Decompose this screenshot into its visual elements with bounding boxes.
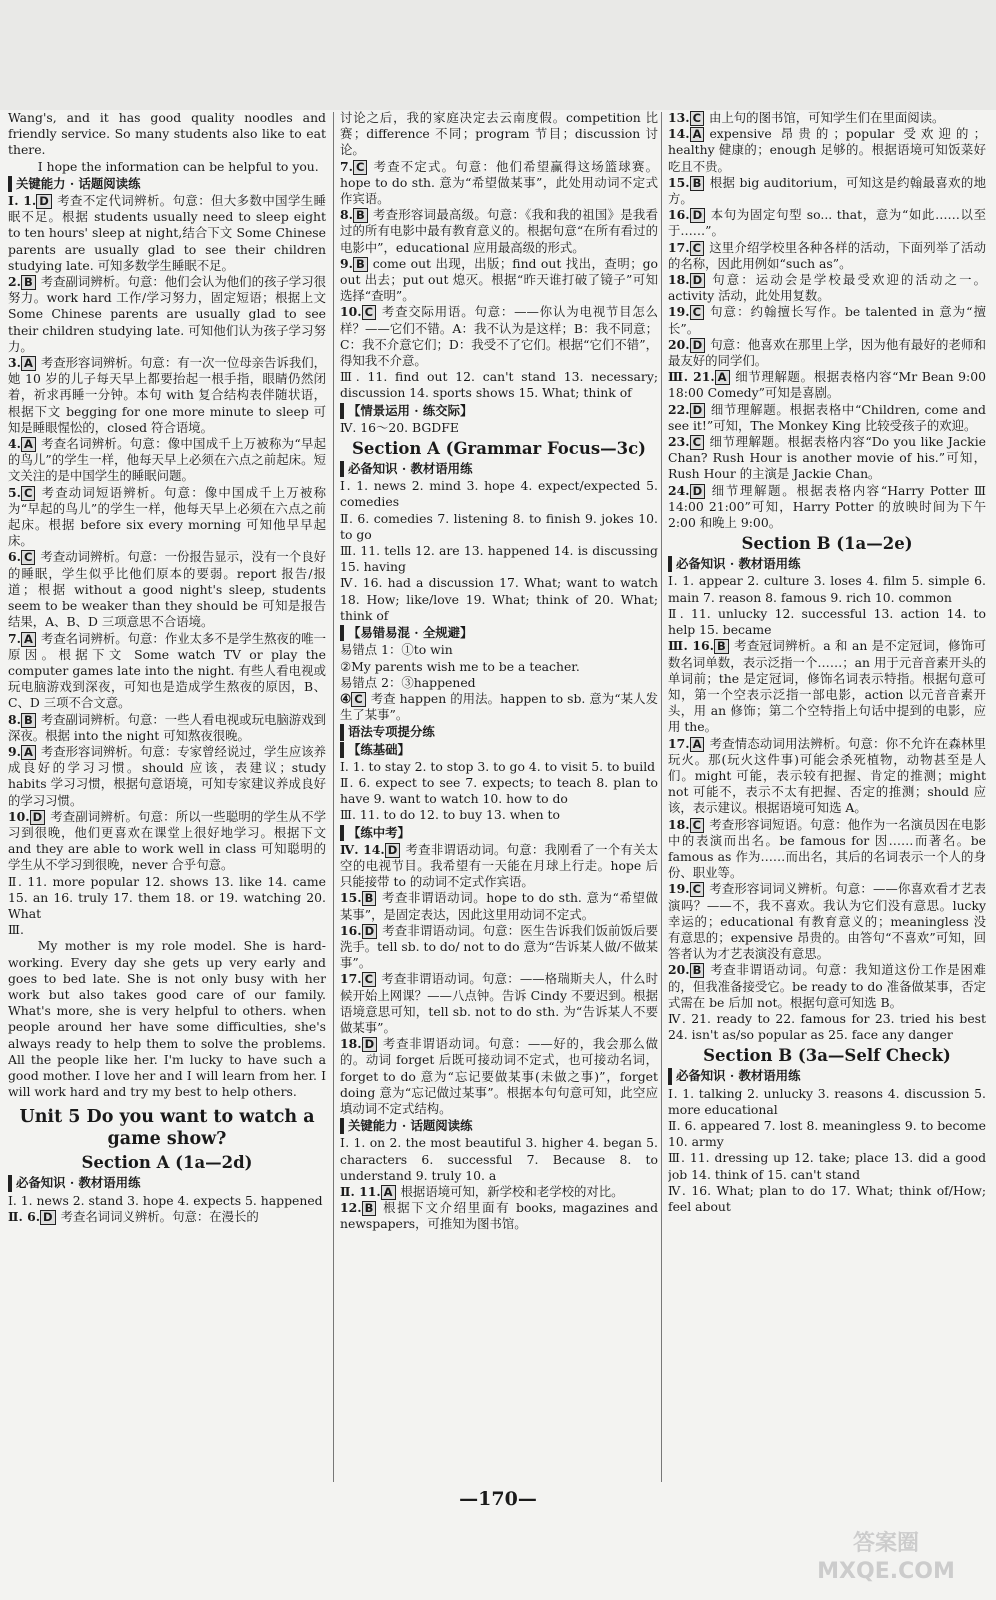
- section-header: 关键能力 · 话题阅读练: [340, 1118, 658, 1134]
- section-header: 必备知识 · 教材语用练: [668, 1068, 986, 1084]
- answer-item: [668, 434, 986, 483]
- column-middle: [340, 110, 658, 1485]
- section-header: 【情景运用 · 练交际】: [340, 403, 658, 419]
- answer-item: [8, 1209, 326, 1225]
- explanation-text: 考查动词辨析。句意：一份报告显示，没有一个良好的睡眠，学生似乎比他们原本的要弱。report 报告/报道；根据 without a good night's sleep, students seem to be weaker than they should be 可知是报告结果，A、B、D 三项意思不合语境。: [8, 549, 326, 630]
- column-left: [8, 110, 326, 1485]
- paragraph: Ⅰ. 1. on 2. the most beautiful 3. higher 4. began 5. characters 6. successful 7. Because 8. to understand 9. truly 10. a: [340, 1135, 658, 1183]
- answer-choice-badge: A: [690, 737, 705, 752]
- answer-item: [668, 175, 986, 207]
- explanation-text: 考查形容词辨析。句意：有一次一位母亲告诉我们，她 10 岁的儿子每天早上都要抬起一根手指，眼睛仍然闭着，祈求再睡一分钟。本句 with 复合结构表伴随状语，根据下文 begging for one more minute to sleep 可知是睡眼惺忪的，closed 符合语境。: [8, 355, 326, 435]
- paragraph: Ⅱ. 6. expect to see 7. expects; to teach 8. plan to have 9. want to watch 10. how to do: [340, 774, 658, 807]
- paragraph: Ⅱ. 11. more popular 12. shows 13. like 14. came 15. an 16. truly 17. them 18. or 19. watching 20. What: [8, 873, 326, 921]
- explanation-text: expensive 昂贵的；popular 受欢迎的；healthy 健康的；enough 足够的。根据语境可知饭菜好吃且不贵。: [668, 126, 986, 174]
- question-number: ④: [340, 690, 352, 706]
- answer-choice-badge: B: [362, 891, 377, 906]
- question-number: 18.: [668, 272, 690, 288]
- answer-item: [340, 256, 658, 305]
- answer-item: [340, 1200, 658, 1232]
- answer-choice-badge: A: [715, 370, 730, 385]
- answer-item: [8, 274, 326, 355]
- page-number: —170—: [459, 1488, 537, 1510]
- question-number: 17.: [668, 735, 690, 751]
- answer-item: [340, 1036, 658, 1117]
- explanation-text: 考查非谓语动词。句意：我知道这份工作是困难的，但我准备接受它。be ready to do 准备做某事，否定式需在 be 后加 not。根据句意可知选 B。: [668, 962, 986, 1010]
- explanation-text: 考查不定式。句意：他们希望赢得这场篮球赛。hope to do sth. 意为“希望做某事”，此处用动词不定式作宾语。: [340, 158, 658, 207]
- section-title: Section A (Grammar Focus—3c): [352, 439, 646, 459]
- answer-choice-badge: C: [362, 972, 376, 987]
- explanation-text: 考查非谓语动词。hope to do sth. 意为“希望做某事”，是固定表达，因此这里用动词不定式。: [340, 890, 658, 922]
- explanation-text: 考查不定代词辨析。句意：但大多数中国学生睡眠不足。根据 students usually need to sleep eight to ten hours' sleep at night,结合下文 Some Chinese parents are usually glad to see their children studying late. 可知多数学生睡眠不足。: [8, 193, 326, 273]
- answer-choice-badge: D: [36, 194, 52, 209]
- answer-choice-badge: D: [30, 810, 46, 825]
- explanation-text: 由上句的图书馆，可知学生们在里面阅读。: [709, 110, 945, 125]
- section-title: Section B (1a—2e): [741, 534, 913, 554]
- answer-choice-badge: D: [362, 924, 378, 939]
- answer-item: [340, 1184, 658, 1200]
- question-number: 19.: [668, 881, 690, 897]
- answer-choice-badge: D: [690, 208, 706, 223]
- answer-item: [668, 962, 986, 1011]
- paragraph: I hope the information can be helpful to you.: [37, 158, 319, 174]
- explanation-text: 考查冠词辨析。a 和 an 是不定冠词，修饰可数名词单数，表示泛指一个……；an 用于元音音素开头的单词前；the 是定冠词，修饰名词表示特指。根据句意可知，第一个空表示泛指一部电影，action 以元音音素开头，用 an 修饰；第二个空特指上句话中提到的电影，应用 the。: [668, 638, 986, 735]
- section-title: Section B (3a—Self Check): [703, 1046, 951, 1066]
- unit-title: Unit 5 Do you want to watch a game show?: [19, 1107, 315, 1150]
- answer-choice-badge: C: [690, 435, 704, 450]
- section-header: 语法专项提分练: [340, 724, 658, 740]
- answer-item: [340, 304, 658, 369]
- paragraph: Ⅲ. 11. dressing up 12. take; place 13. did a good job 14. think of 15. can't stand: [668, 1150, 986, 1182]
- answer-choice-badge: A: [381, 1185, 396, 1200]
- answer-choice-badge: A: [21, 632, 36, 647]
- explanation-text: 考查非谓语动词。句意：医生告诉我们饭前饭后要洗手。tell sb. to do/ not to do 意为“告诉某人做/不做某事”。: [340, 922, 658, 971]
- answer-item: [668, 881, 986, 962]
- answer-choice-badge: D: [362, 1037, 378, 1052]
- answer-choice-badge: A: [21, 437, 36, 452]
- question-number: Ⅳ. 14.: [340, 841, 385, 857]
- answer-item: [8, 485, 326, 550]
- column-divider: [661, 112, 662, 1482]
- explanation-text: 考查形容词辨析。句意：专家曾经说过，学生应该养成良好的学习习惯。should 应该，表建议；study habits 学习习惯，根据句意语境，可知专家建议养成良好的学习习惯。: [8, 743, 326, 808]
- answer-choice-badge: D: [690, 273, 706, 288]
- question-number: 23.: [668, 434, 690, 450]
- question-number: 6.: [8, 549, 21, 565]
- answer-choice-badge: C: [21, 550, 35, 565]
- answer-choice-badge: C: [690, 305, 704, 320]
- question-number: 18.: [340, 1036, 362, 1052]
- answer-item: [340, 971, 658, 1036]
- answer-choice-badge: B: [353, 208, 368, 223]
- answer-item: [668, 638, 986, 735]
- explanation-text: 考查非谓语动词。句意：我刚看了一个有关太空的电视节目。我希望有一天能在月球上行走。hope 后只能接带 to 的动词不定式作宾语。: [340, 841, 658, 890]
- column-divider: [333, 112, 334, 1482]
- answer-item: [8, 631, 326, 712]
- answer-item: [668, 304, 986, 336]
- answer-choice-badge: C: [21, 486, 35, 501]
- explanation-text: 句意：他喜欢在那里上学，因为他有最好的老师和最友好的同学们。: [668, 336, 986, 369]
- paragraph: ②My parents wish me to be a teacher.: [340, 658, 580, 674]
- paragraph: Ⅳ. 16. What; plan to do 17. What; think of/How; feel about: [668, 1182, 986, 1214]
- question-number: 9.: [8, 743, 21, 759]
- answer-item: [8, 744, 326, 809]
- answer-item: [668, 337, 986, 369]
- answer-choice-badge: C: [690, 882, 704, 897]
- explanation-text: 细节理解题。根据表格中“Children, come and see it!”可知，The Monkey King 比较受孩子的欢迎。: [668, 401, 986, 433]
- question-number: 18.: [668, 816, 690, 832]
- question-number: 13.: [668, 110, 690, 125]
- paragraph: Ⅰ. 1. news 2. stand 3. hope 4. expects 5. happened: [8, 1192, 323, 1208]
- question-number: Ⅱ. 11.: [340, 1184, 381, 1199]
- explanation-text: come out 出现，出版；find out 找出，查明；go out 出去；put out 熄灭。根据“昨天谁打破了镜子”可知选择“查明”。: [340, 255, 658, 304]
- column-right: [668, 110, 986, 1485]
- answer-choice-badge: A: [690, 127, 705, 142]
- question-number: 15.: [340, 890, 362, 906]
- answer-item: [8, 193, 326, 274]
- explanation-text: 根据语境可知，新学校和老学校的对比。: [400, 1184, 624, 1199]
- answer-choice-badge: D: [690, 403, 706, 418]
- answer-choice-badge: D: [690, 338, 706, 353]
- paragraph: Ⅰ. 1. appear 2. culture 3. loses 4. film 5. simple 6. main 7. reason 8. famous 9. rich 10. common: [668, 573, 986, 605]
- answer-item: [668, 369, 986, 401]
- question-number: Ⅲ. 16.: [668, 638, 714, 654]
- question-number: 20.: [668, 962, 690, 978]
- explanation-text: 根据 big auditorium，可知这是约翰最喜欢的地方。: [668, 174, 986, 207]
- question-number: 14.: [668, 126, 690, 142]
- question-number: 3.: [8, 355, 21, 371]
- explanation-text: 考查情态动词用法辨析。句意：你不允许在森林里玩火。那(玩火这件事)可能会杀死植物，动物甚至是人们。might 可能，表示较有把握、肯定的推测；might not 可能不，表示不太有把握、否定的推测；should 应该，表示建议。根据语境可知选 A。: [668, 735, 986, 816]
- answer-item: [668, 483, 986, 532]
- explanation-text: 考查形容词词义辨析。句意：——你喜欢看才艺表演吗？——不，我不喜欢。我认为它们没有意思。lucky 幸运的；educational 有教育意义的；meaningless 没有意思的；expensive 昂贵的。由答句“不喜欢”可知，回答者认为才艺表演没有意思。: [668, 881, 986, 962]
- question-number: 12.: [340, 1200, 362, 1216]
- question-number: 15.: [668, 174, 690, 190]
- explanation-text: 这里介绍学校里各种各样的活动，下面列举了活动的名称，因此用例如“such as”。: [668, 239, 986, 271]
- answer-item: [8, 809, 326, 874]
- answer-item: [668, 402, 986, 434]
- explanation-text: 本句为固定句型 so... that，意为“如此……以至于……”。: [668, 207, 986, 239]
- answer-item: [8, 436, 326, 485]
- paragraph: My mother is my role model. She is hard-working. Every day she gets up very early and goes to bed late. She is not only busy with her work but also takes good care of our family. What's more, she is very helpful to others. when people around her have some difficulties, she's always ready to help them to solve the problems. All the people like her. I'm lucky to have such a good mother. I love her and I will learn from her. I will work hard and try my best to help others.: [8, 938, 326, 1100]
- answer-choice-badge: D: [690, 484, 706, 499]
- answer-choice-badge: C: [351, 692, 365, 707]
- question-number: 5.: [8, 484, 21, 500]
- answer-item: [668, 240, 986, 272]
- paragraph: Ⅰ. 1. talking 2. unlucky 3. reasons 4. discussion 5. more educational: [668, 1085, 986, 1117]
- answer-item: [668, 736, 986, 817]
- answer-item: [340, 923, 658, 972]
- question-number: 8.: [8, 711, 21, 727]
- explanation-text: 细节理解题。根据表格内容“Do you like Jackie Chan? Rush Hour is another movie of his.”可知，Rush Hour 的主演是 Jackie Chan。: [668, 434, 986, 482]
- answer-choice-badge: B: [21, 275, 36, 290]
- answer-choice-badge: B: [353, 257, 368, 272]
- answer-choice-badge: B: [690, 963, 705, 978]
- explanation-text: 考查形容词短语。句意：他作为一名演员因在电影中的表演而出名。be famous for 因……而著名。be famous as 作为……而出名，其后的名词表示一个人的身份、职业等。: [668, 816, 986, 881]
- answer-choice-badge: C: [690, 111, 704, 126]
- paragraph: Wang's, and it has good quality noodles and friendly service. So many students also like to eat there.: [8, 110, 326, 158]
- explanation-text: 考查副词辨析。句意：他们会认为他们的孩子学习很努力。work hard 工作/学习努力，固定短语；根据上文 Some Chinese parents are usually glad to see their children studying late. 可知他们认为孩子学习努力。: [8, 274, 326, 354]
- paragraph: Ⅳ. 16～20. BGDFE: [340, 419, 459, 435]
- answer-choice-badge: B: [690, 176, 705, 191]
- answer-choice-badge: A: [21, 356, 36, 371]
- answer-choice-badge: C: [353, 160, 367, 175]
- explanation-text: 考查副词辨析。句意：一些人看电视或玩电脑游戏到深夜。根据 into the night 可知熬夜很晚。: [8, 711, 326, 743]
- answer-choice-badge: C: [690, 818, 704, 833]
- question-number: Ⅲ. 21.: [668, 369, 715, 385]
- explanation-text: 考查非谓语动词。句意：——好的，我会那么做的。动词 forget 后既可接动词不定式，也可接动名词，forget to do 意为“忘记要做某事(未做之事)”，forget doing 意为“忘记做过某事”。根据本句句意可知，此空应填动词不定式结构。: [340, 1036, 658, 1116]
- question-number: 24.: [668, 482, 690, 498]
- answer-item: [8, 355, 326, 436]
- answer-item: [340, 159, 658, 208]
- question-number: 17.: [668, 239, 690, 255]
- explanation-text: 考查动词短语辨析。句意：像中国成千上万被称为“早起的鸟儿”的学生一样，他每天早上必须在六点之前起床。根据 before six every morning 可知他早早起床。: [8, 484, 326, 549]
- question-number: 17.: [340, 971, 362, 987]
- paragraph: Ⅲ. 11. find out 12. can't stand 13. necessary; discussion 14. sports shows 15. What; think of: [340, 369, 658, 401]
- answer-choice-badge: B: [714, 639, 729, 654]
- question-number: 10.: [8, 808, 30, 824]
- answer-item: [8, 712, 326, 744]
- answer-item: [340, 890, 658, 922]
- explanation-text: 句意：约翰擅长写作。be talented in 意为“擅长”。: [668, 304, 986, 336]
- section-header: 必备知识 · 教材语用练: [8, 1175, 326, 1191]
- question-number: 7.: [8, 630, 21, 646]
- question-number: 19.: [668, 304, 690, 320]
- question-number: 20.: [668, 336, 690, 352]
- paragraph: Ⅲ. 11. tells 12. are 13. happened 14. is discussing 15. having: [340, 543, 658, 575]
- explanation-text: 考查形容词最高级。句意：《我和我的祖国》是我看过的所有电影中最有教育意义的。根据句意“在所有看过的电影中”，educational 应用最高级的形式。: [340, 207, 658, 255]
- question-number: Ⅰ. 1.: [8, 193, 37, 209]
- answer-item: [340, 207, 658, 256]
- question-number: 16.: [340, 922, 362, 938]
- question-number: Ⅱ. 6.: [8, 1208, 41, 1224]
- answer-choice-badge: C: [690, 241, 704, 256]
- paragraph: Ⅱ. 6. comedies 7. listening 8. to finish 9. jokes 10. to go: [340, 510, 658, 542]
- paragraph: 易错点 2：③happened: [340, 674, 476, 690]
- explanation-text: 考查名词辨析。句意：像中国成千上万被称为“早起的鸟儿”的学生一样，他每天早上必须在六点之前起床。短文关注的是中国学生的睡眠问题。: [8, 436, 326, 484]
- section-header: 【练基础】: [340, 742, 658, 758]
- section-header: 【易错易混 · 全规避】: [340, 625, 658, 641]
- paragraph: Ⅲ.: [8, 922, 24, 938]
- question-number: 7.: [340, 158, 353, 174]
- paragraph: Ⅰ. 1. to stay 2. to stop 3. to go 4. to visit 5. to build: [340, 758, 656, 774]
- answer-item: [340, 842, 658, 891]
- answer-choice-badge: D: [40, 1210, 56, 1225]
- question-number: 16.: [668, 207, 690, 223]
- paragraph: 讨论之后，我的家庭决定去云南度假。competition 比赛；difference 不同；program 节目；discussion 讨论。: [340, 110, 658, 158]
- watermark-logo: 答案圈 MXQE.COM: [817, 1531, 955, 1584]
- answer-choice-badge: A: [21, 745, 36, 760]
- explanation-text: 考查副词辨析。句意：所以一些聪明的学生从不学习到很晚，他们更喜欢在课堂上很好地学习。根据下文 and they are able to work well in class 可知聪明的学生从不学习到很晚，never 合乎句意。: [8, 808, 326, 873]
- answer-choice-badge: D: [385, 843, 401, 858]
- paragraph: Ⅰ. 1. news 2. mind 3. hope 4. expect/expected 5. comedies: [340, 478, 658, 510]
- question-number: 22.: [668, 401, 690, 417]
- answer-item: [668, 272, 986, 304]
- section-header: 关键能力 · 话题阅读练: [8, 176, 326, 192]
- answer-choice-badge: B: [21, 713, 36, 728]
- question-number: 2.: [8, 274, 21, 290]
- paragraph: Ⅳ. 16. had a discussion 17. What; want to watch 18. How; like/love 19. What; think of 20. What; think of: [340, 575, 658, 623]
- answer-item: [668, 110, 986, 126]
- answer-item: [8, 549, 326, 630]
- answer-item: [668, 126, 986, 175]
- explanation-text: 句意：运动会是学校最受欢迎的活动之一。activity 活动，此处用复数。: [668, 272, 986, 304]
- explanation-text: 考查非谓语动词。句意：——格瑞斯夫人，什么时候开始上网课？——八点钟。告诉 Cindy 不要迟到。根据语境意思可知，tell sb. not to do sth. 为“告诉某人不要做某事”。: [340, 971, 658, 1035]
- question-number: 8.: [340, 207, 353, 223]
- answer-item: [340, 691, 658, 723]
- section-header: 【练中考】: [340, 825, 658, 841]
- explanation-text: 考查交际用语。句意：——你认为电视节目怎么样？——它们不错。A：我不认为是这样；B：我不同意；C：我不介意它们；D：我受不了它们。根据“它们不错”，得知我不介意。: [340, 304, 658, 369]
- paragraph: 易错点 1：①to win: [340, 642, 453, 658]
- answer-item: [668, 207, 986, 239]
- explanation-text: 考查名词辨析。句意：作业太多不是学生熬夜的唯一原因。根据下文 Some watch TV or play the computer games late into the night. 有些人看电视或玩电脑游戏到深夜，可知也是造成学生熬夜的原因，B、C、D 三项不合文意。: [8, 630, 326, 711]
- explanation-text: 细节理解题。根据表格内容“Harry Potter Ⅲ 14:00 21:00”可知，Harry Potter 的放映时间为下午 2:00 和晚上 9:00。: [668, 482, 986, 531]
- answer-choice-badge: B: [362, 1201, 377, 1216]
- answer-item: [668, 817, 986, 882]
- explanation-text: 考查名词词义辨析。句意：在漫长的: [60, 1208, 259, 1224]
- section-header: 必备知识 · 教材语用练: [340, 461, 658, 477]
- top-scan-margin: [0, 0, 996, 110]
- explanation-text: 考查 happen 的用法。happen to sb. 意为“某人发生了某事”。: [340, 690, 658, 723]
- paragraph: Ⅳ. 21. ready to 22. famous for 23. tried his best 24. isn't as/so popular as 25. face any danger: [668, 1010, 986, 1043]
- section-title: Section A (1a—2d): [81, 1153, 253, 1173]
- explanation-text: 根据下文介绍里面有 books, magazines and newspapers，可推知为图书馆。: [340, 1200, 658, 1232]
- question-number: 4.: [8, 436, 21, 452]
- paragraph: Ⅱ. 11. unlucky 12. successful 13. action 14. to help 15. became: [668, 605, 986, 638]
- question-number: 9.: [340, 255, 353, 271]
- explanation-text: 细节理解题。根据表格内容“Mr Bean 9:00 18:00 Comedy”可知是喜剧。: [668, 369, 986, 401]
- question-number: 10.: [340, 304, 362, 320]
- paragraph: Ⅱ. 6. appeared 7. lost 8. meaningless 9. to become 10. army: [668, 1117, 986, 1150]
- section-header: 必备知识 · 教材语用练: [668, 556, 986, 572]
- paragraph: Ⅲ. 11. to do 12. to buy 13. when to: [340, 807, 560, 823]
- answer-choice-badge: C: [362, 305, 376, 320]
